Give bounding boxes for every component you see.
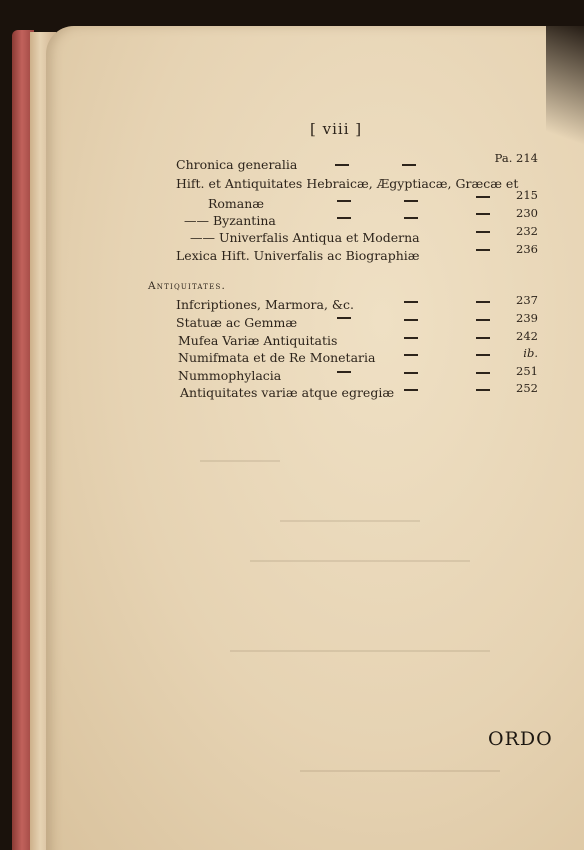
folio: [ viii ] — [310, 120, 363, 138]
toc-entry: Chronica generalia — [176, 157, 298, 172]
dash — [476, 389, 490, 391]
dash — [337, 371, 351, 373]
toc-page-number: 251 — [516, 364, 538, 378]
dash — [476, 337, 490, 339]
toc-page-number: ib. — [523, 346, 538, 360]
toc-entry: Mufea Variæ Antiquitatis — [178, 333, 338, 348]
toc-page-number: 232 — [516, 224, 538, 238]
toc-page-number: Pa. 214 — [494, 151, 538, 165]
dash — [404, 301, 418, 303]
page-corner-shadow — [546, 26, 584, 186]
dash — [404, 319, 418, 321]
show-through-line — [250, 560, 470, 562]
dash — [476, 249, 490, 251]
dash — [476, 354, 490, 356]
toc-entry: Hift. et Antiquitates Hebraicæ, Ægyptiacæ, Græcæ et — [176, 176, 519, 191]
show-through-line — [300, 770, 500, 772]
toc-entry: Infcriptiones, Marmora, &c. — [176, 297, 355, 312]
toc-entry: —— Byzantina — [184, 213, 276, 228]
toc-page-number: 237 — [516, 293, 538, 307]
dash — [404, 354, 418, 356]
show-through-line — [230, 650, 490, 652]
dash — [404, 389, 418, 391]
section-heading: Antiquitates. — [148, 280, 227, 292]
dash — [404, 337, 418, 339]
dash — [335, 164, 349, 166]
toc-page-number: 215 — [516, 188, 538, 202]
toc-page-number: 239 — [516, 311, 538, 325]
toc-entry: —— Univerfalis Antiqua et Moderna — [190, 230, 420, 245]
toc-entry: Statuæ ac Gemmæ — [176, 315, 298, 330]
dash — [476, 301, 490, 303]
dash — [337, 217, 351, 219]
dash — [404, 200, 418, 202]
dash — [337, 317, 351, 319]
toc-entry: Numifmata et de Re Monetaria — [178, 350, 376, 365]
toc-page-number: 252 — [516, 381, 538, 395]
dash — [476, 319, 490, 321]
dash — [402, 164, 416, 166]
toc-page-number: 236 — [516, 242, 538, 256]
dash — [404, 372, 418, 374]
toc-entry: Romanæ — [208, 196, 265, 211]
toc-page-number: 230 — [516, 206, 538, 220]
toc-entry: Lexica Hift. Univerfalis ac Biographiæ — [176, 248, 420, 263]
dash — [476, 372, 490, 374]
toc-page-number: 242 — [516, 329, 538, 343]
toc-entry: Antiquitates variæ atque egregiæ — [180, 385, 395, 400]
dash — [337, 200, 351, 202]
show-through-line — [280, 520, 420, 522]
show-through-line — [200, 460, 280, 462]
dash — [476, 213, 490, 215]
toc-entry: Nummophylacia — [178, 368, 282, 383]
book-page — [46, 26, 584, 850]
catchword: ORDO — [488, 728, 553, 750]
dash — [476, 196, 490, 198]
dash — [476, 231, 490, 233]
dash — [404, 217, 418, 219]
